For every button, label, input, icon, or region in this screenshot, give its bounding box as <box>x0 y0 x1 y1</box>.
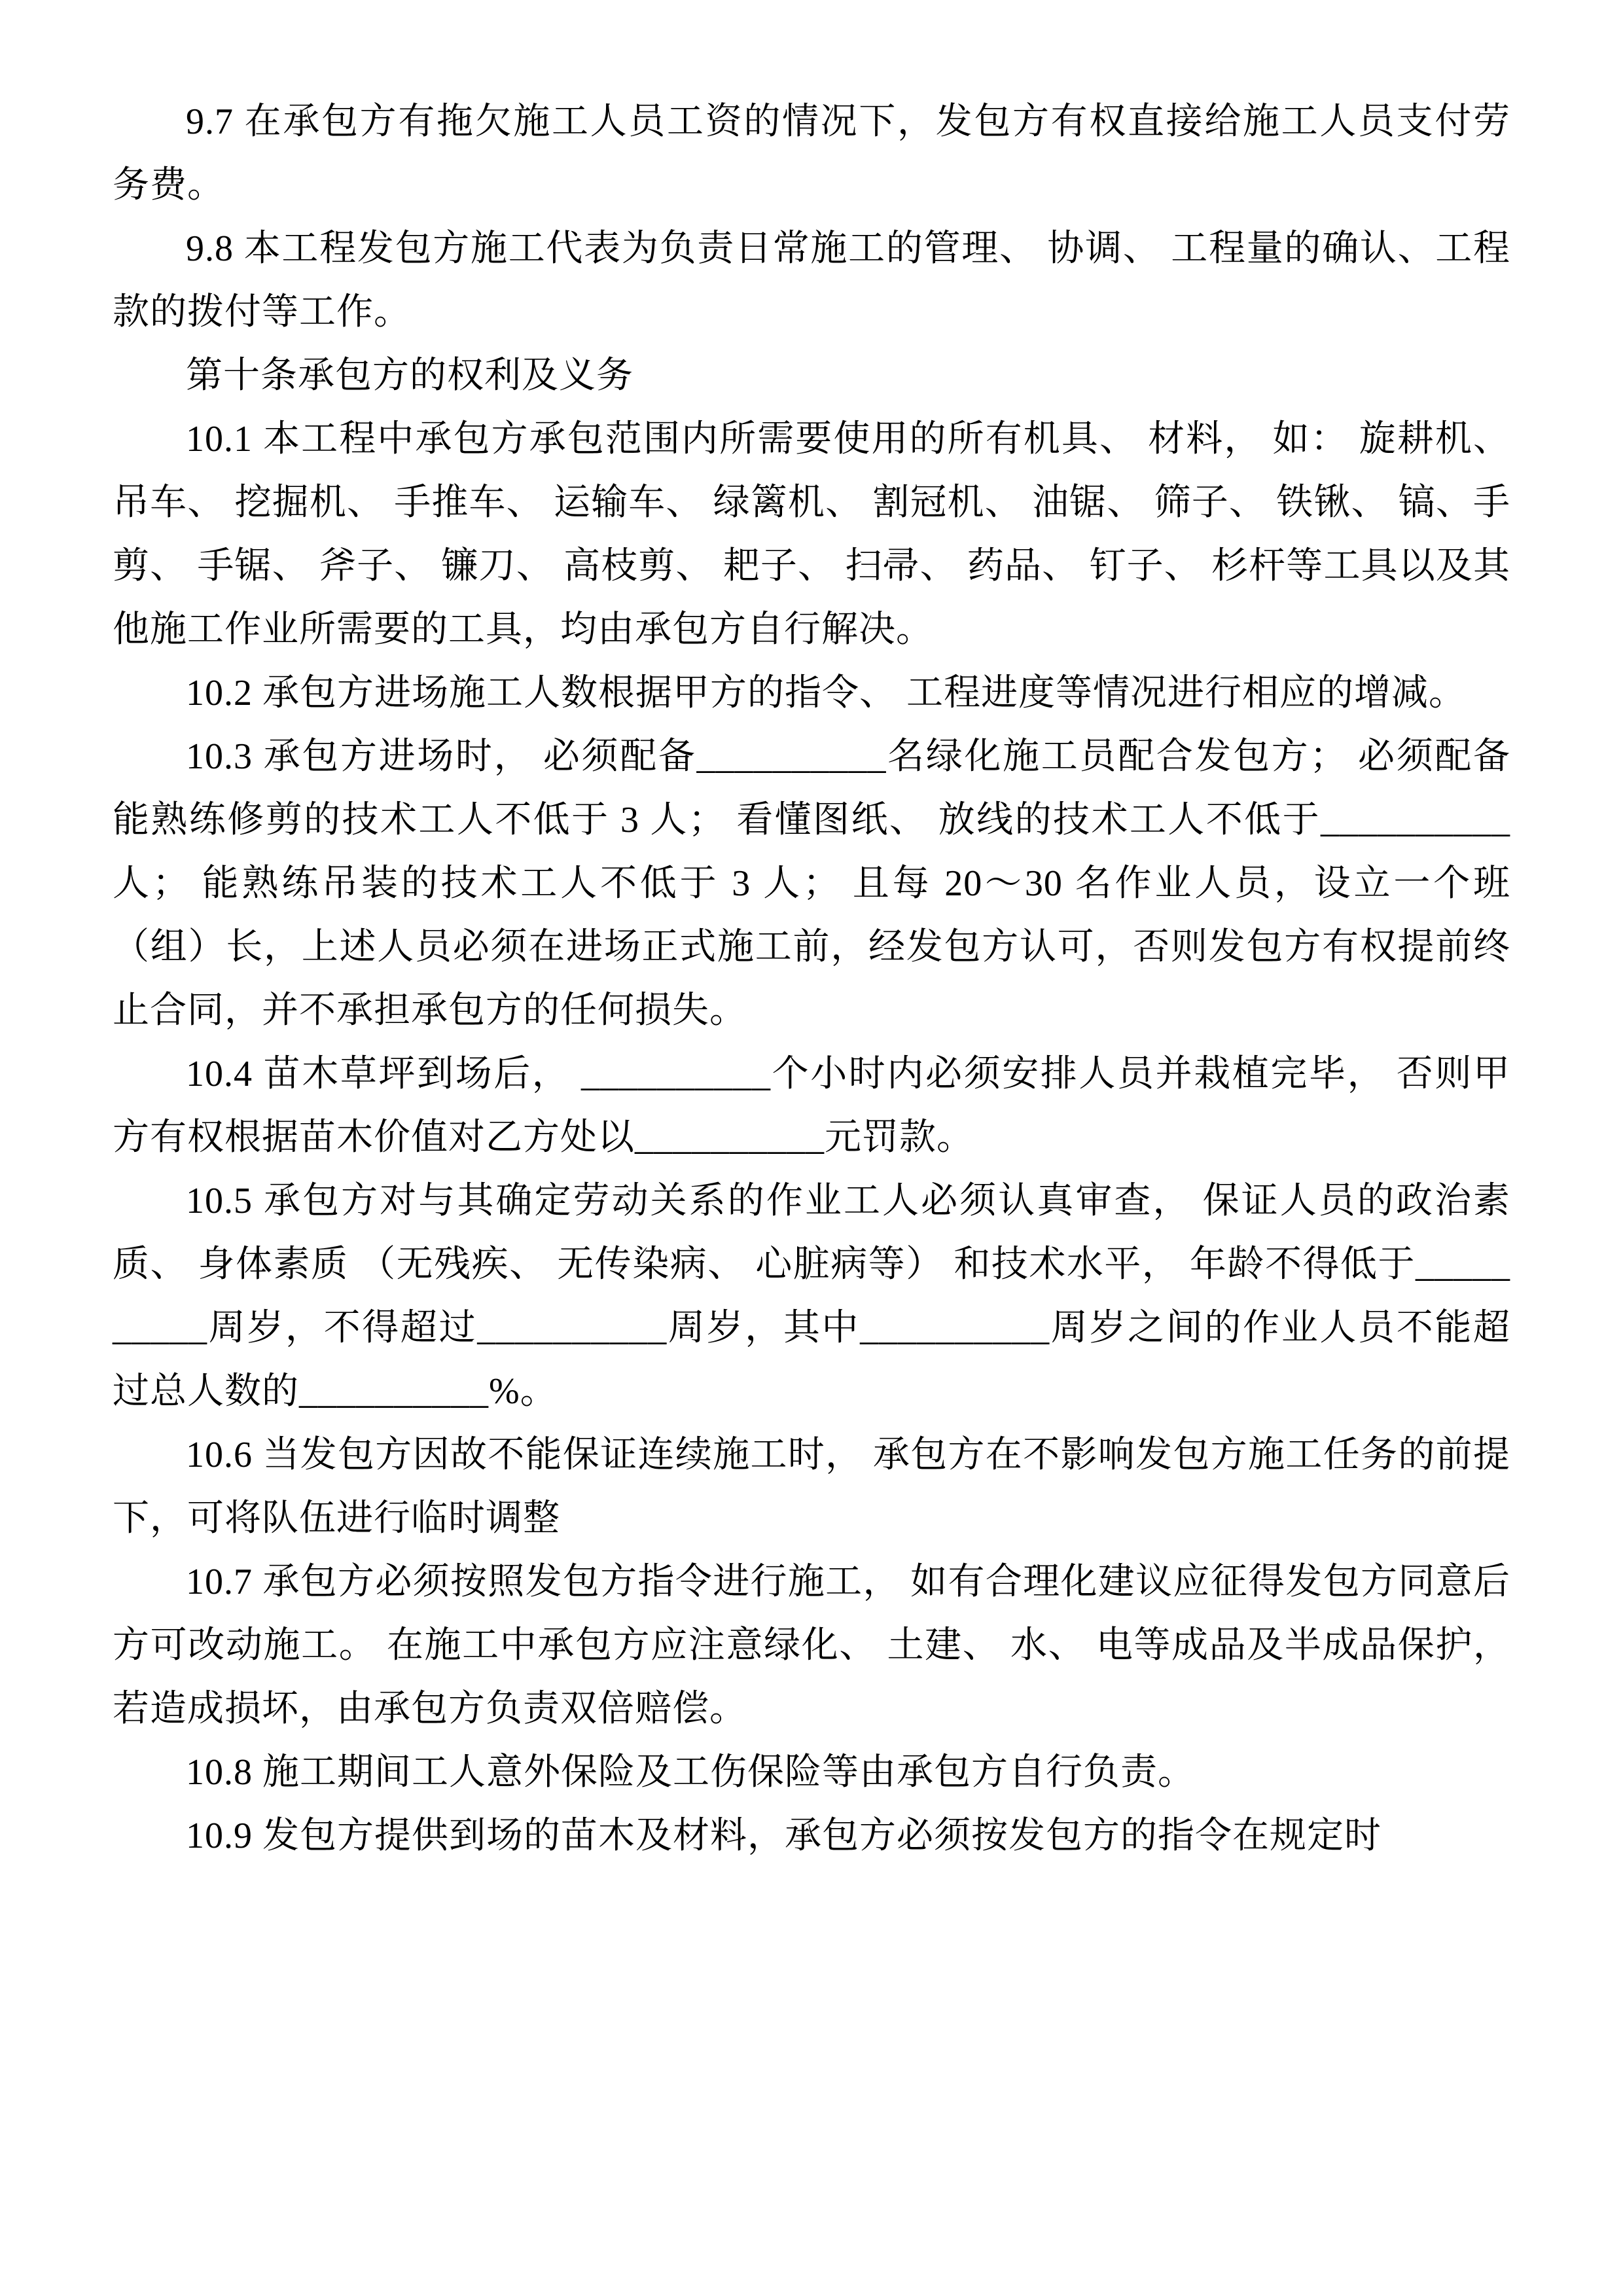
paragraph-10-8: 10.8 施工期间工人意外保险及工伤保险等由承包方自行负责。 <box>186 1752 1195 1793</box>
paragraph-10-2: 10.2 承包方进场施工人数根据甲方的指令、 工程进度等情况进行相应的增减。 <box>186 673 1466 713</box>
paragraph-10-4: 10.4 苗木草坪到场后， __________个小时内必须安排人员并栽植完毕， 否则甲方有权根据苗木价值对乙方处以__________元罚款。 <box>113 1054 1510 1158</box>
paragraph-9-7: 9.7 在承包方有拖欠施工人员工资的情况下，发包方有权直接给施工人员支付劳务费。 <box>113 101 1510 206</box>
paragraph-10-9: 10.9 发包方提供到场的苗木及材料，承包方必须按发包方的指令在规定时 <box>186 1816 1382 1856</box>
paragraph-10-3: 10.3 承包方进场时， 必须配备__________名绿化施工员配合发包方； 必须配备能熟练修剪的技术工人不低于 3 人； 看懂图纸、 放线的技术工人不低于__________人； 能熟练吊装的技术工人不低于 3 人； 且每 20～30 名作业人员，设立一个班（组）长，上述人员必须在进场正式施工前，经发包方认可，否则发包方有权提前终止合同，并不承担承包方的任何损失。 <box>113 736 1510 1031</box>
paragraph-10-6: 10.6 当发包方因故不能保证连续施工时， 承包方在不影响发包方施工任务的前提下，可将队伍进行临时调整 <box>113 1435 1510 1539</box>
paragraph-10-1: 10.1 本工程中承包方承包范围内所需要使用的所有机具、 材料， 如： 旋耕机、 吊车、 挖掘机、 手推车、 运输车、 绿篱机、 割冠机、 油锯、 筛子、 铁锹、 镐、手剪、 手锯、 斧子、 镰刀、 高枝剪、 耙子、 扫帚、 药品、 钉子、 杉杆等工具以及其他施工作业所需要的工具，均由承包方自行解决。 <box>113 419 1510 650</box>
paragraph-10-7: 10.7 承包方必须按照发包方指令进行施工， 如有合理化建议应征得发包方同意后方可改动施工。 在施工中承包方应注意绿化、 土建、 水、 电等成品及半成品保护，若造成损坏，由承包方负责双倍赔偿。 <box>113 1562 1510 1729</box>
paragraph-10-5: 10.5 承包方对与其确定劳动关系的作业工人必须认真审查， 保证人员的政治素质、 身体素质 （无残疾、 无传染病、 心脏病等） 和技术水平， 年龄不得低于__________周岁，不得超过__________周岁，其中__________周岁之间的作业人员不能超过总人数的__________%。 <box>113 1181 1510 1412</box>
paragraph-9-8: 9.8 本工程发包方施工代表为负责日常施工的管理、 协调、 工程量的确认、工程款的拨付等工作。 <box>113 228 1510 332</box>
document-body <box>113 90 1510 1868</box>
clause-10-heading: 第十条承包方的权利及义务 <box>186 355 633 396</box>
